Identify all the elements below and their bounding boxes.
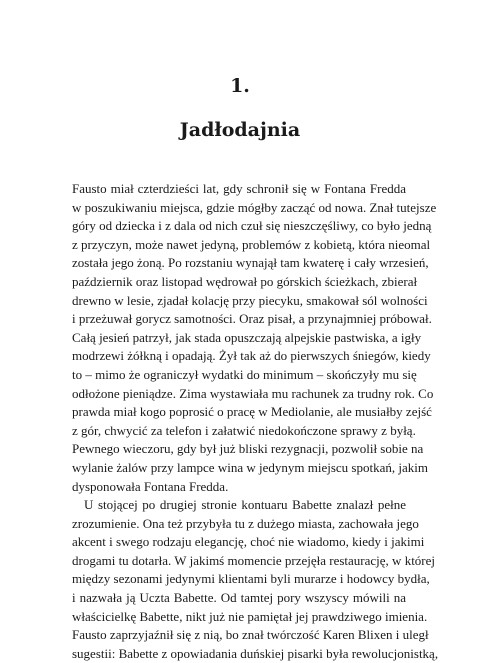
text-line: z gór, chwycić za telefon i załatwić niedokończone sprawy z byłą. — [72, 422, 416, 438]
text-line: odłożone pieniądze. Zima wystawiała mu rachunek za trudny rok. Co — [72, 385, 434, 401]
text-line: Całą jesień patrzył, jak stada opuszczają alpejskie pastwiska, a igły — [72, 329, 422, 345]
text-line: Pewnego wieczoru, gdy był już bliski rezygnacji, pozwolił sobie na — [72, 441, 424, 457]
paragraph — [72, 180, 437, 496]
text-line: została jego żoną. Po rozstaniu wynajął tam kwaterę i cały wrzesień, — [72, 255, 429, 271]
text-line: drewno w lesie, zjadał kolację przy piecyku, smakował sól wolności — [72, 292, 428, 308]
chapter-title: Jadłodajnia — [179, 119, 301, 141]
chapter-body-text — [72, 180, 439, 663]
text-line: i przeżuwał gorycz samotności. Oraz pisał, a przynajmniej próbował. — [72, 311, 432, 327]
text-line: w poszukiwaniu miejsca, gdzie mógłby zacząć od nowa. Znał tutejsze — [72, 199, 437, 215]
text-line: październik oraz listopad wędrował po górskich ścieżkach, zbierał — [72, 273, 418, 289]
text-line: Fausto miał czterdzieści lat, gdy schronił się w Fontana Fredda — [72, 181, 406, 196]
text-line: to – mimo że ograniczył wydatki do minimum – skończyły mu się — [72, 366, 417, 382]
text-line: U stojącej po drugiej stronie kontuaru Babette znalazł pełne — [84, 497, 406, 513]
text-line: modrzewi żółkną i opadają. Żył tak aż do pierwszych śniegów, kiedy — [72, 348, 431, 364]
text-line: akcent i swego rodzaju elegancję, choć nie wiadomo, kiedy i jakimi — [72, 534, 425, 550]
text-line: i nazwała ją Uczta Babette. Od tamtej pory wszyscy mówili na — [72, 590, 406, 606]
text-line: wylanie żalów przy lampce wina w jedynym miejscu spotkań, jakim — [72, 459, 428, 475]
text-line: drogami tu dotarła. W jakimś momencie przejęła restaurację, w której — [72, 552, 436, 568]
text-line: góry od dziecka i z dala od nich czuł się nieszczęśliwy, co było jedną — [72, 218, 432, 234]
text-line: Fausto zaprzyjaźnił się z nią, bo znał twórczość Karen Blixen i uległ — [72, 627, 429, 643]
text-line: zrozumienie. Ona też przybyła tu z dużego miasta, zachowała jego — [72, 515, 419, 531]
text-line: sugestii: Babette z opowiadania duńskiej pisarki była rewolucjonistką, — [72, 645, 439, 661]
text-line: prawda miał kogo poprosić o pracę w Mediolanie, ale musiałby zejść — [72, 404, 432, 420]
text-line: właścicielkę Babette, nikt już nie pamiętał jej prawdziwego imienia. — [72, 608, 428, 624]
chapter-number: 1. — [230, 75, 250, 97]
paragraph — [72, 496, 439, 663]
text-line: dysponowała Fontana Fredda. — [72, 478, 229, 494]
text-line: między sezonami jedynymi klientami byli murarze i hodowcy bydła, — [72, 571, 430, 587]
text-line: z przyczyn, może nawet jedyną, problemów z kobietą, która nieomal — [72, 236, 431, 252]
